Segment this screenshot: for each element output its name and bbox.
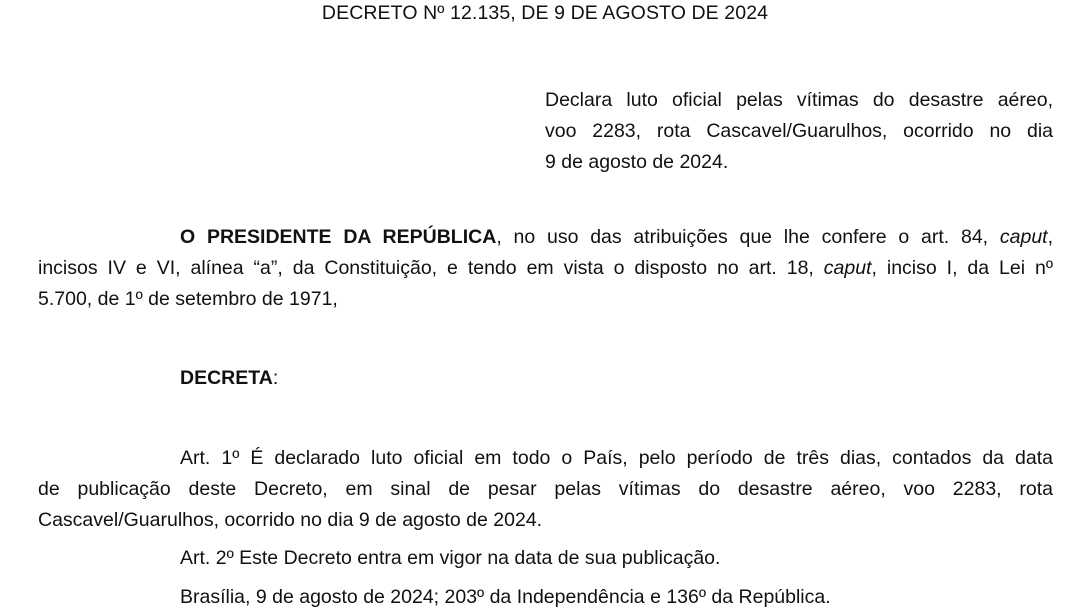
preamble-line bbox=[38, 222, 1053, 253]
ementa-line: voo 2283, rota Cascavel/Guarulhos, ocorrido no dia bbox=[545, 120, 1053, 142]
caput-term: caput bbox=[999, 226, 1048, 248]
preamble-text: incisos IV e VI, alínea “a”, da Constituição, e tendo em vista o disposto no art. 18, bbox=[38, 257, 824, 279]
caput-term: caput bbox=[823, 257, 872, 279]
decreta-heading bbox=[180, 363, 278, 394]
decreta-colon: : bbox=[272, 367, 279, 389]
preamble-paragraph bbox=[38, 222, 1053, 315]
signature-line: Brasília, 9 de agosto de 2024; 203º da Independência e 136º da República. bbox=[180, 586, 831, 607]
decreta-label: DECRETA bbox=[180, 367, 273, 389]
president-label: O PRESIDENTE DA REPÚBLICA bbox=[180, 226, 497, 248]
article-1-line: Cascavel/Guarulhos, ocorrido no dia 9 de agosto de 2024. bbox=[38, 509, 543, 531]
preamble-text: , bbox=[1047, 226, 1053, 248]
preamble-text: , no uso das atribuições que lhe confere o art. 84, bbox=[496, 226, 1000, 248]
article-1 bbox=[38, 443, 1053, 536]
preamble-text: , inciso I, da Lei nº bbox=[871, 257, 1053, 279]
article-2: Art. 2º Este Decreto entra em vigor na data de sua publicação. bbox=[180, 547, 721, 569]
article-1-line: de publicação deste Decreto, em sinal de pesar pelas vítimas do desastre aéreo, voo 2283, rota bbox=[38, 478, 1053, 500]
decree-title: DECRETO Nº 12.135, DE 9 DE AGOSTO DE 2024 bbox=[321, 2, 769, 24]
preamble-line: 5.700, de 1º de setembro de 1971, bbox=[38, 288, 338, 310]
ementa bbox=[545, 85, 1053, 178]
article-1-line: Art. 1º É declarado luto oficial em todo o País, pelo período de três dias, contados da data bbox=[180, 447, 1053, 469]
ementa-line: Declara luto oficial pelas vítimas do desastre aéreo, bbox=[545, 89, 1053, 111]
preamble-line bbox=[38, 253, 1053, 284]
ementa-line: 9 de agosto de 2024. bbox=[545, 151, 729, 173]
